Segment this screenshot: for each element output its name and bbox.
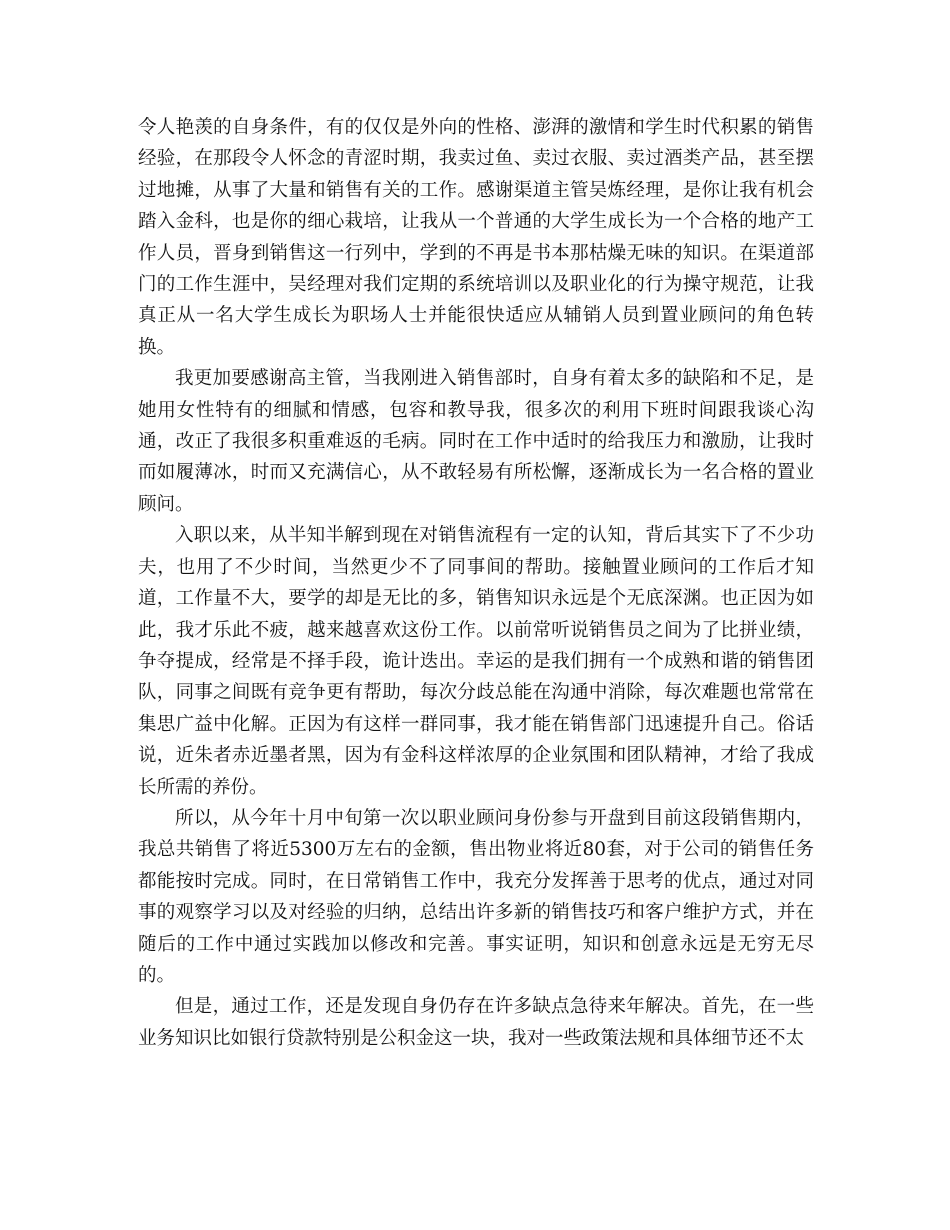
- paragraph-1: 令人艳羡的自身条件，有的仅仅是外向的性格、澎湃的激情和学生时代积累的销售经验，在那段令人怀念的青涩时期，我卖过鱼、卖过衣服、卖过酒类产品，甚至摆过地摊，从事了大量和销售有关的工作。感谢渠道主管吴炼经理，是你让我有机会踏入金科，也是你的细心栽培，让我从一个普通的大学生成长为一个合格的地产工作人员，晋身到销售这一行列中，学到的不再是书本那枯燥无味的知识。在渠道部门的工作生涯中，吴经理对我们定期的系统培训以及职业化的行为操守规范，让我真正从一名大学生成长为职场人士并能很快适应从辅销人员到置业顾问的角色转换。: [138, 117, 814, 358]
- paragraph-3: 入职以来，从半知半解到现在对销售流程有一定的认知，背后其实下了不少功夫，也用了不少时间，当然更少不了同事间的帮助。接触置业顾问的工作后才知道，工作量不大，要学的却是无比的多，销售知识永远是个无底深渊。也正因为如此，我才乐此不疲，越来越喜欢这份工作。以前常听说销售员之间为了比拼业绩，争夺提成，经常是不择手段，诡计迭出。幸运的是我们拥有一个成熟和谐的销售团队，同事之间既有竞争更有帮助，每次分歧总能在沟通中消除，每次难题也常常在集思广益中化解。正因为有这样一群同事，我才能在销售部门迅速提升自己。俗话说，近朱者赤近墨者黑，因为有金科这样浓厚的企业氛围和团队精神，才给了我成长所需的养份。: [138, 525, 814, 798]
- paragraph-2: 我更加要感谢高主管，当我刚进入销售部时，自身有着太多的缺陷和不足，是她用女性特有的细腻和情感，包容和教导我，很多次的利用下班时间跟我谈心沟通，改正了我很多积重难返的毛病。同时在工作中适时的给我压力和激励，让我时而如履薄冰，时而又充满信心，从不敢轻易有所松懈，逐渐成长为一名合格的置业顾问。: [138, 368, 814, 515]
- document-page: [138, 112, 814, 1054]
- paragraph-5: 但是，通过工作，还是发现自身仍存在许多缺点急待来年解决。首先，在一些业务知识比如银行贷款特别是公积金这一块，我对一些政策法规和具体细节还不太: [138, 996, 814, 1049]
- paragraph-4: 所以，从今年十月中旬第一次以职业顾问身份参与开盘到目前这段销售期内，我总共销售了将近5300万左右的金额，售出物业将近80套，对于公司的销售任务都能按时完成。同时，在日常销售工作中，我充分发挥善于思考的优点，通过对同事的观察学习以及对经验的归纳，总结出许多新的销售技巧和客户维护方式，并在随后的工作中通过实践加以修改和完善。事实证明，知识和创意永远是无穷无尽的。: [138, 807, 814, 986]
